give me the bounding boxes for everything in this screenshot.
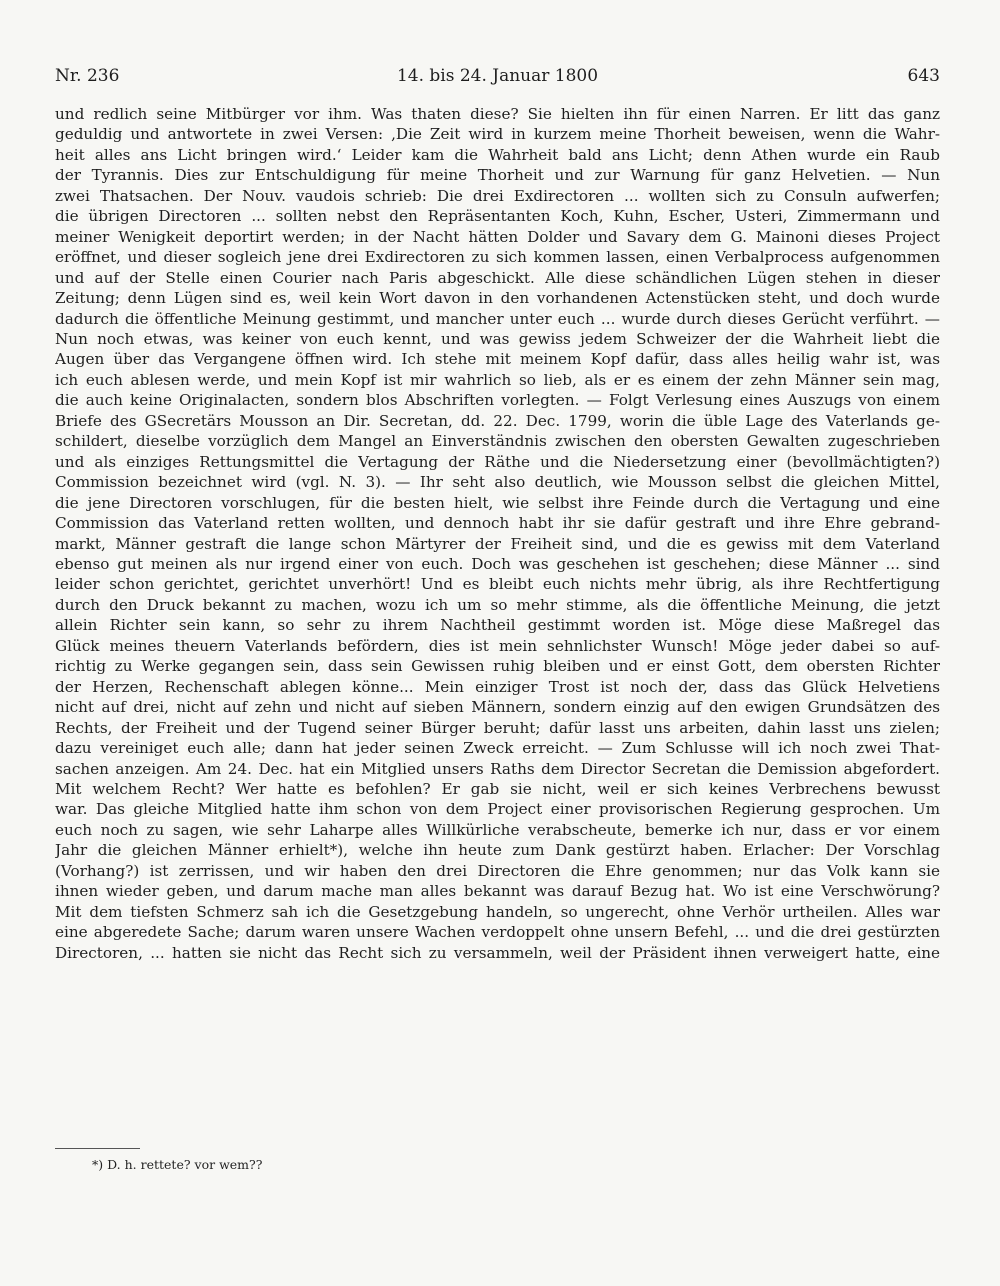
document-number: Nr. 236 <box>55 66 120 86</box>
text-line: die jene Directoren vorschlugen, für die besten hielt, wie selbst ihre Feinde durch die Vertagung und eine <box>55 493 940 512</box>
text-line: zwei Thatsachen. Der Nouv. vaudois schrieb: Die drei Exdirectoren ... wollten sich zu Consuln aufwerfen; <box>55 186 940 205</box>
text-line: allein Richter sein kann, so sehr zu ihrem Nachtheil gestimmt worden ist. Möge diese Maßregel das <box>55 616 940 635</box>
text-line: Mit dem tiefsten Schmerz sah ich die Gesetzgebung handeln, so ungerecht, ohne Verhör urtheilen. Alles war <box>55 902 940 921</box>
text-line: richtig zu Werke gegangen sein, dass sein Gewissen ruhig bleiben und er einst Gott, dem obersten Richter <box>55 657 940 676</box>
page-number: 643 <box>907 66 940 86</box>
text-line: (Vorhang?) ist zerrissen, und wir haben den drei Directoren die Ehre genommen; nur das Volk kann sie <box>55 861 940 880</box>
text-line: sachen anzeigen. Am 24. Dec. hat ein Mitglied unsers Raths dem Director Secretan die Demission abgefordert. <box>55 759 940 778</box>
text-line: ebenso gut meinen als nur irgend einer von euch. Doch was geschehen ist geschehen; diese Männer ... sind <box>55 554 940 573</box>
text-line: Glück meines theuern Vaterlands befördern, dies ist mein sehnlichster Wunsch! Möge jeder dabei so auf- <box>55 636 940 655</box>
text-line: eröffnet, und dieser sogleich jene drei Exdirectoren zu sich kommen lassen, einen Verbalprocess aufgenommen <box>55 248 940 267</box>
text-line: und als einziges Rettungsmittel die Vertagung der Räthe und die Niedersetzung einer (bevollmächtigten?) <box>55 452 940 471</box>
text-line: Zeitung; denn Lügen sind es, weil kein Wort davon in den vorhandenen Actenstücken steht, und doch wurde <box>55 289 940 308</box>
text-line: heit alles ans Licht bringen wird.‘ Leider kam die Wahrheit bald ans Licht; denn Athen wurde ein Raub <box>55 145 940 164</box>
text-line: und auf der Stelle einen Courier nach Paris abgeschickt. Alle diese schändlichen Lügen stehen in dieser <box>55 268 940 287</box>
text-line: die übrigen Directoren ... sollten nebst den Repräsentanten Koch, Kuhn, Escher, Usteri, Zimmermann und <box>55 207 940 226</box>
text-line: Briefe des GSecretärs Mousson an Dir. Secretan, dd. 22. Dec. 1799, worin die üble Lage des Vaterlands ge- <box>55 411 940 430</box>
text-line: Rechts, der Freiheit und der Tugend seiner Bürger beruht; dafür lasst uns arbeiten, dahin lasst uns zielen; <box>55 718 940 737</box>
text-line: dazu vereiniget euch alle; dann hat jeder seinen Zweck erreicht. — Zum Schlusse will ich noch zwei That- <box>55 739 940 758</box>
footnote-separator <box>55 1148 140 1149</box>
text-line: geduldig und antwortete in zwei Versen: ‚Die Zeit wird in kurzem meine Thorheit beweisen, wenn die Wahr- <box>55 125 940 144</box>
text-line: ihnen wieder geben, und darum mache man alles bekannt was darauf Bezug hat. Wo ist eine Verschwörung? <box>55 882 940 901</box>
text-line: durch den Druck bekannt zu machen, wozu ich um so mehr stimme, als die öffentliche Meinung, die jetzt <box>55 595 940 614</box>
text-line: euch noch zu sagen, wie sehr Laharpe alles Willkürliche verabscheute, bemerke ich nur, dass er vor einem <box>55 820 940 839</box>
text-line: Commission das Vaterland retten wollten, und dennoch habt ihr sie dafür gestraft und ihre Ehre gebrand- <box>55 514 940 533</box>
body-text <box>55 104 940 963</box>
text-line: die auch keine Originalacten, sondern blos Abschriften vorlegten. — Folgt Verlesung eines Auszugs von einem <box>55 391 940 410</box>
text-line: markt, Männer gestraft die lange schon Märtyrer der Freiheit sind, und die es gewiss mit dem Vaterland <box>55 534 940 553</box>
running-header <box>55 66 940 100</box>
text-line: Commission bezeichnet wird (vgl. N. 3). — Ihr seht also deutlich, wie Mousson selbst die gleichen Mittel, <box>55 473 940 492</box>
text-line: schildert, dieselbe vorzüglich dem Mangel an Einverständnis zwischen den obersten Gewalten zugeschrieben <box>55 432 940 451</box>
text-line: und redlich seine Mitbürger vor ihm. Was thaten diese? Sie hielten ihn für einen Narren. Er litt das ganz <box>55 105 940 123</box>
text-line: ich euch ablesen werde, und mein Kopf ist mir wahrlich so lieb, als er es einem der zehn Männer sein mag, <box>55 370 940 389</box>
text-line: meiner Wenigkeit deportirt werden; in der Nacht hätten Dolder und Savary dem G. Mainoni dieses Project <box>55 227 940 246</box>
text-line: Directoren, ... hatten sie nicht das Recht sich zu versammeln, weil der Präsident ihnen verweigert hatte, eine <box>55 943 940 962</box>
footnote: *) D. h. rettete? vor wem?? <box>92 1157 263 1172</box>
text-line: eine abgeredete Sache; darum waren unsere Wachen verdoppelt ohne unsern Befehl, ... und die drei gestürzten <box>55 923 940 942</box>
text-line: Augen über das Vergangene öffnen wird. Ich stehe mit meinem Kopf dafür, dass alles heilig wahr ist, was <box>55 350 940 369</box>
text-line: Mit welchem Recht? Wer hatte es befohlen? Er gab sie nicht, weil er sich keines Verbrechens bewusst <box>55 779 940 798</box>
text-line: dadurch die öffentliche Meinung gestimmt, und mancher unter euch ... wurde durch dieses Gerücht verführt. — <box>55 309 940 328</box>
text-line: der Herzen, Rechenschaft ablegen könne... Mein einziger Trost ist noch der, dass das Glück Helvetiens <box>55 677 940 696</box>
date-range-heading: 14. bis 24. Januar 1800 <box>396 66 599 86</box>
text-line: Nun noch etwas, was keiner von euch kennt, und was gewiss jedem Schweizer der die Wahrheit liebt die <box>55 329 940 348</box>
text-line: war. Das gleiche Mitglied hatte ihm schon von dem Project einer provisorischen Regierung gesprochen. Um <box>55 800 940 819</box>
text-line: leider schon gerichtet, gerichtet unverhört! Und es bleibt euch nichts mehr übrig, als ihre Rechtfertigung <box>55 575 940 594</box>
text-line: der Tyrannis. Dies zur Entschuldigung für meine Thorheit und zur Warnung für ganz Helvetien. — Nun <box>55 166 940 185</box>
text-line: Jahr die gleichen Männer erhielt*), welche ihn heute zum Dank gestürzt haben. Erlacher: Der Vorschlag <box>55 841 940 860</box>
text-line: nicht auf drei, nicht auf zehn und nicht auf sieben Männern, sondern einzig auf den ewigen Grundsätzen des <box>55 698 940 717</box>
